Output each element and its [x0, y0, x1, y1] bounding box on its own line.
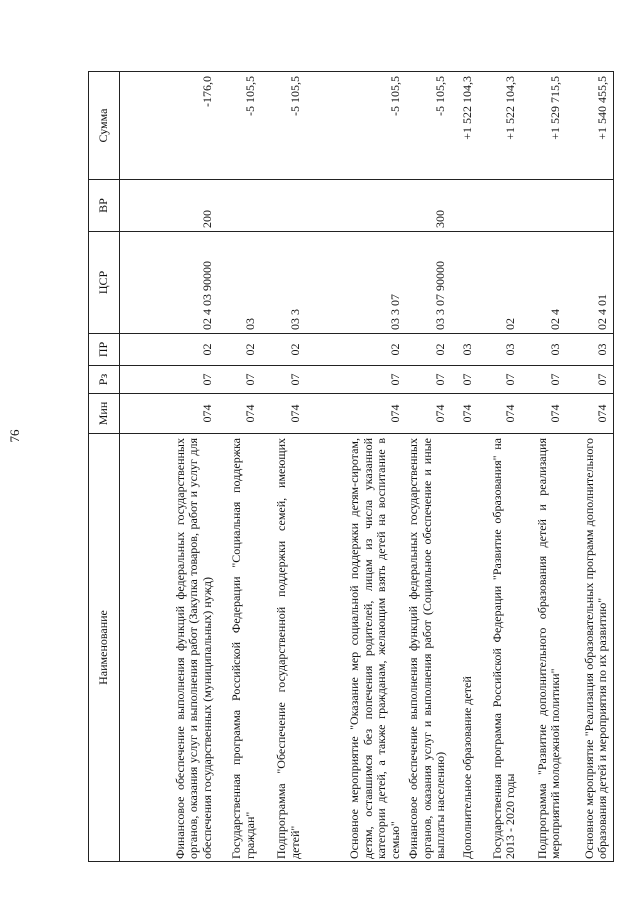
row-csr: 02 4 01	[566, 232, 614, 334]
page-number: 76	[7, 429, 22, 443]
row-name: Государственная программа Российской Федерации "Социальная поддержка граждан"	[217, 434, 260, 862]
header-row	[89, 72, 120, 862]
budget-table	[88, 71, 614, 862]
header-sum: Сумма	[89, 72, 120, 180]
row-pr: 03	[566, 334, 614, 366]
table-row	[478, 72, 521, 862]
row-vr	[305, 180, 405, 232]
row-csr: 02 4 03 90000	[120, 232, 218, 334]
row-rz: 07	[451, 366, 478, 394]
row-rz: 07	[305, 366, 405, 394]
row-sum: +1 529 715,5	[521, 72, 566, 180]
row-name: Основное мероприятие "Оказание мер социальной поддержки детям-сиротам, детям, оставшимся без попечения родителей, лицам из числа указанной категории детей, а также гражданам, желающим взять детей на воспитание в семью"	[305, 434, 405, 862]
row-name: Подпрограмма "Обеспечение государственной поддержки семей, имеющих детей"	[260, 434, 305, 862]
row-pr: 02	[305, 334, 405, 366]
row-min: 074	[521, 394, 566, 434]
row-min: 074	[120, 394, 218, 434]
row-min: 074	[478, 394, 521, 434]
table-row	[305, 72, 405, 862]
row-name: Подпрограмма "Развитие дополнительного образования детей и реализация мероприятий молодежной политики"	[521, 434, 566, 862]
row-csr: 02 4	[521, 232, 566, 334]
row-sum: -5 105,5	[217, 72, 260, 180]
row-csr: 03	[217, 232, 260, 334]
row-vr: 300	[405, 180, 451, 232]
row-name: Основное мероприятие "Реализация образовательных программ дополнительного образования детей и мероприятия по их развитию"	[566, 434, 614, 862]
rotated-page-content	[88, 72, 609, 862]
row-name: Финансовое обеспечение выполнения функций федеральных государственных органов, оказания услуг и выполнения работ (Закупка товаров, работ и услуг для обеспечения государственных (муниципальных) нужд)	[120, 434, 218, 862]
row-sum: +1 522 104,3	[478, 72, 521, 180]
header-min: Мин	[89, 394, 120, 434]
row-sum: +1 540 455,5	[566, 72, 614, 180]
row-sum: -5 105,5	[405, 72, 451, 180]
row-rz: 07	[217, 366, 260, 394]
row-pr: 02	[260, 334, 305, 366]
row-csr: 03 3 07 90000	[405, 232, 451, 334]
row-pr: 02	[405, 334, 451, 366]
row-min: 074	[451, 394, 478, 434]
row-vr	[217, 180, 260, 232]
row-vr: 200	[120, 180, 218, 232]
row-min: 074	[217, 394, 260, 434]
row-rz: 07	[405, 366, 451, 394]
row-sum: +1 522 104,3	[451, 72, 478, 180]
row-pr: 03	[521, 334, 566, 366]
row-csr: 02	[478, 232, 521, 334]
row-pr: 03	[478, 334, 521, 366]
table-row	[451, 72, 478, 862]
row-min: 074	[566, 394, 614, 434]
row-csr: 03 3 07	[305, 232, 405, 334]
row-vr	[478, 180, 521, 232]
header-vr: ВР	[89, 180, 120, 232]
table-row	[521, 72, 566, 862]
table-row	[405, 72, 451, 862]
row-sum: -5 105,5	[305, 72, 405, 180]
row-pr: 02	[120, 334, 218, 366]
row-rz: 07	[260, 366, 305, 394]
row-csr	[451, 232, 478, 334]
table-body	[120, 72, 614, 862]
row-sum: -176,0	[120, 72, 218, 180]
table-row	[260, 72, 305, 862]
row-name: Государственная программа Российской Федерации "Развитие образования" на 2013 - 2020 годы	[478, 434, 521, 862]
row-min: 074	[260, 394, 305, 434]
table-row	[566, 72, 614, 862]
table-header	[89, 72, 120, 862]
row-sum: -5 105,5	[260, 72, 305, 180]
row-vr	[566, 180, 614, 232]
row-vr	[260, 180, 305, 232]
row-rz: 07	[120, 366, 218, 394]
row-name: Дополнительное образование детей	[451, 434, 478, 862]
row-pr: 02	[217, 334, 260, 366]
row-min: 074	[405, 394, 451, 434]
table-row	[120, 72, 218, 862]
row-csr: 03 3	[260, 232, 305, 334]
row-name: Финансовое обеспечение выполнения функций федеральных государственных органов, оказания услуг и выполнения работ (Социальное обеспечение и иные выплаты населению)	[405, 434, 451, 862]
row-pr: 03	[451, 334, 478, 366]
row-vr	[451, 180, 478, 232]
row-rz: 07	[566, 366, 614, 394]
row-rz: 07	[478, 366, 521, 394]
row-min: 074	[305, 394, 405, 434]
header-pr: ПР	[89, 334, 120, 366]
row-vr	[521, 180, 566, 232]
header-csr: ЦСР	[89, 232, 120, 334]
row-rz: 07	[521, 366, 566, 394]
table-row	[217, 72, 260, 862]
header-rz: Рз	[89, 366, 120, 394]
header-name: Наименование	[89, 434, 120, 862]
